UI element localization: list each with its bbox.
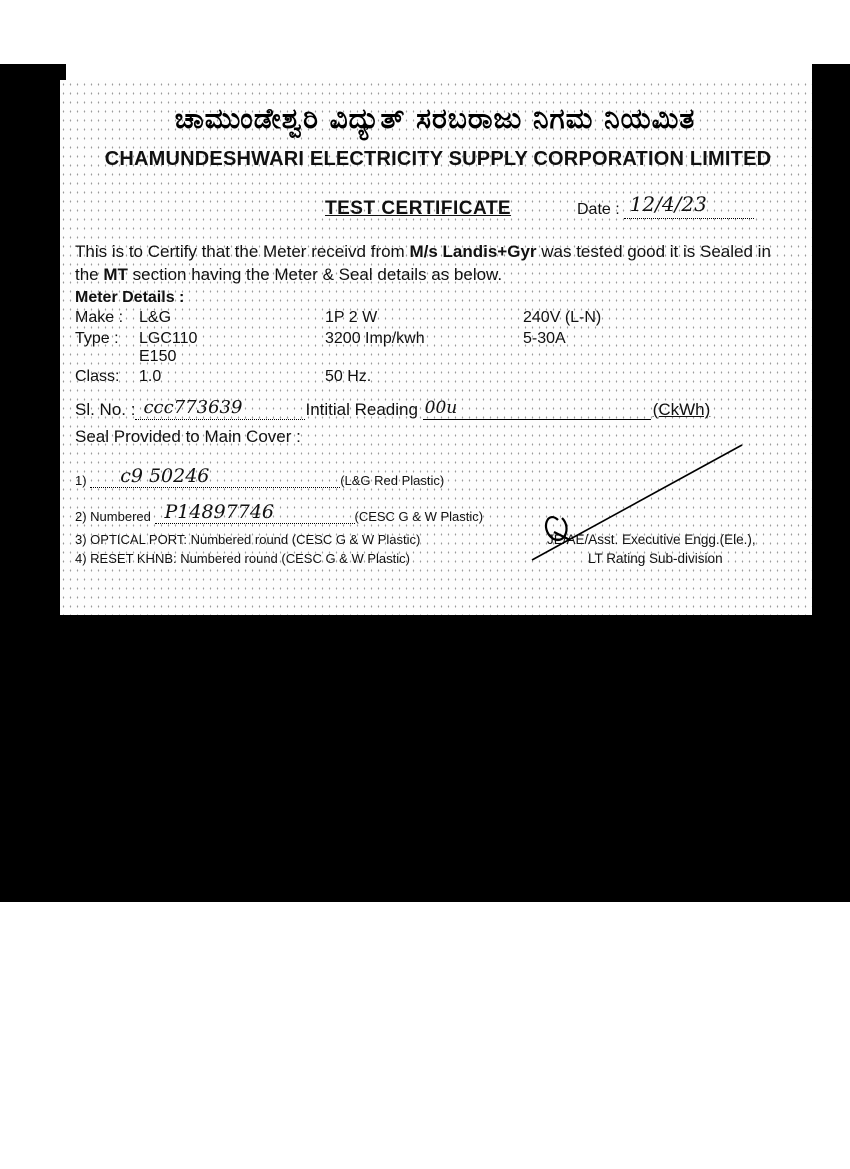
frequency-value: 50 Hz. bbox=[325, 368, 372, 385]
seal-item-2-prefix: 2) Numbered bbox=[75, 509, 151, 524]
seal-heading: Seal Provided to Main Cover : bbox=[75, 427, 301, 446]
make-label: Make : bbox=[75, 309, 124, 326]
meter-details-heading: Meter Details : bbox=[75, 289, 185, 306]
certify-paragraph bbox=[75, 240, 795, 286]
type-value-2: E150 bbox=[139, 348, 177, 365]
seal-item-3: 3) OPTICAL PORT: Numbered round (CESC G & W Plastic) bbox=[75, 532, 421, 547]
reading-label: Intitial Reading bbox=[305, 400, 418, 419]
scan-border-right bbox=[812, 64, 850, 604]
certify-text-1: This is to Certify that the Meter receivd from bbox=[75, 242, 410, 261]
seal-item-2-value: P14897746 bbox=[164, 501, 274, 523]
test-certificate bbox=[60, 80, 812, 615]
date-label: Date : bbox=[577, 201, 620, 218]
seal-item-2 bbox=[75, 501, 484, 524]
serial-row bbox=[75, 397, 711, 420]
page-top-margin bbox=[0, 0, 850, 64]
class-value: 1.0 bbox=[139, 368, 162, 385]
scan-border-left bbox=[0, 64, 66, 604]
class-label: Class: bbox=[75, 368, 120, 385]
certify-text-3: section having the Meter & Seal details as below. bbox=[127, 265, 503, 284]
seal-item-1 bbox=[75, 465, 445, 488]
seal-item-1-value: c9 50246 bbox=[120, 465, 210, 487]
date-field bbox=[577, 192, 754, 219]
seal-item-1-prefix: 1) bbox=[75, 473, 87, 488]
scan-black-band bbox=[0, 600, 850, 902]
current-rating: 5-30A bbox=[523, 330, 566, 347]
signatory-designation: JE/AE/Asst. Executive Engg.(Ele.), bbox=[547, 532, 756, 547]
certify-text-2: was tested good it is Sealed in the bbox=[75, 242, 771, 284]
serial-label: Sl. No. : bbox=[75, 400, 136, 419]
type-value: LGC110 bbox=[139, 330, 198, 347]
company-name: CHAMUNDESHWARI ELECTRICITY SUPPLY CORPORATION LIMITED bbox=[104, 148, 772, 170]
date-value: 12/4/23 bbox=[629, 192, 707, 216]
seal-item-2-suffix: (CESC G & W Plastic) bbox=[354, 509, 484, 524]
serial-value: ccc773639 bbox=[143, 397, 243, 418]
supplier-name: M/s Landis+Gyr bbox=[409, 242, 537, 261]
meter-constant: 3200 Imp/kwh bbox=[325, 330, 425, 347]
certificate-title: TEST CERTIFICATE bbox=[325, 198, 512, 219]
signatory-office: LT Rating Sub-division bbox=[588, 551, 723, 566]
seal-item-1-suffix: (L&G Red Plastic) bbox=[340, 473, 445, 488]
make-value: L&G bbox=[139, 309, 172, 326]
type-label: Type : bbox=[75, 330, 119, 347]
phase-value: 1P 2 W bbox=[325, 309, 378, 326]
section-name: MT bbox=[103, 265, 128, 284]
seal-item-4: 4) RESET KHNB: Numbered round (CESC G & W Plastic) bbox=[75, 551, 410, 566]
voltage-value: 240V (L-N) bbox=[523, 309, 602, 326]
reading-value: 00u bbox=[424, 398, 458, 418]
reading-unit: (CkWh) bbox=[652, 400, 711, 419]
kannada-company-name: ಚಾಮುಂಡೇಶ್ವರಿ ವಿದ್ಯುತ್ ಸರಬರಾಜು ನಿಗಮ ನಿಯಮಿತ bbox=[174, 102, 696, 135]
